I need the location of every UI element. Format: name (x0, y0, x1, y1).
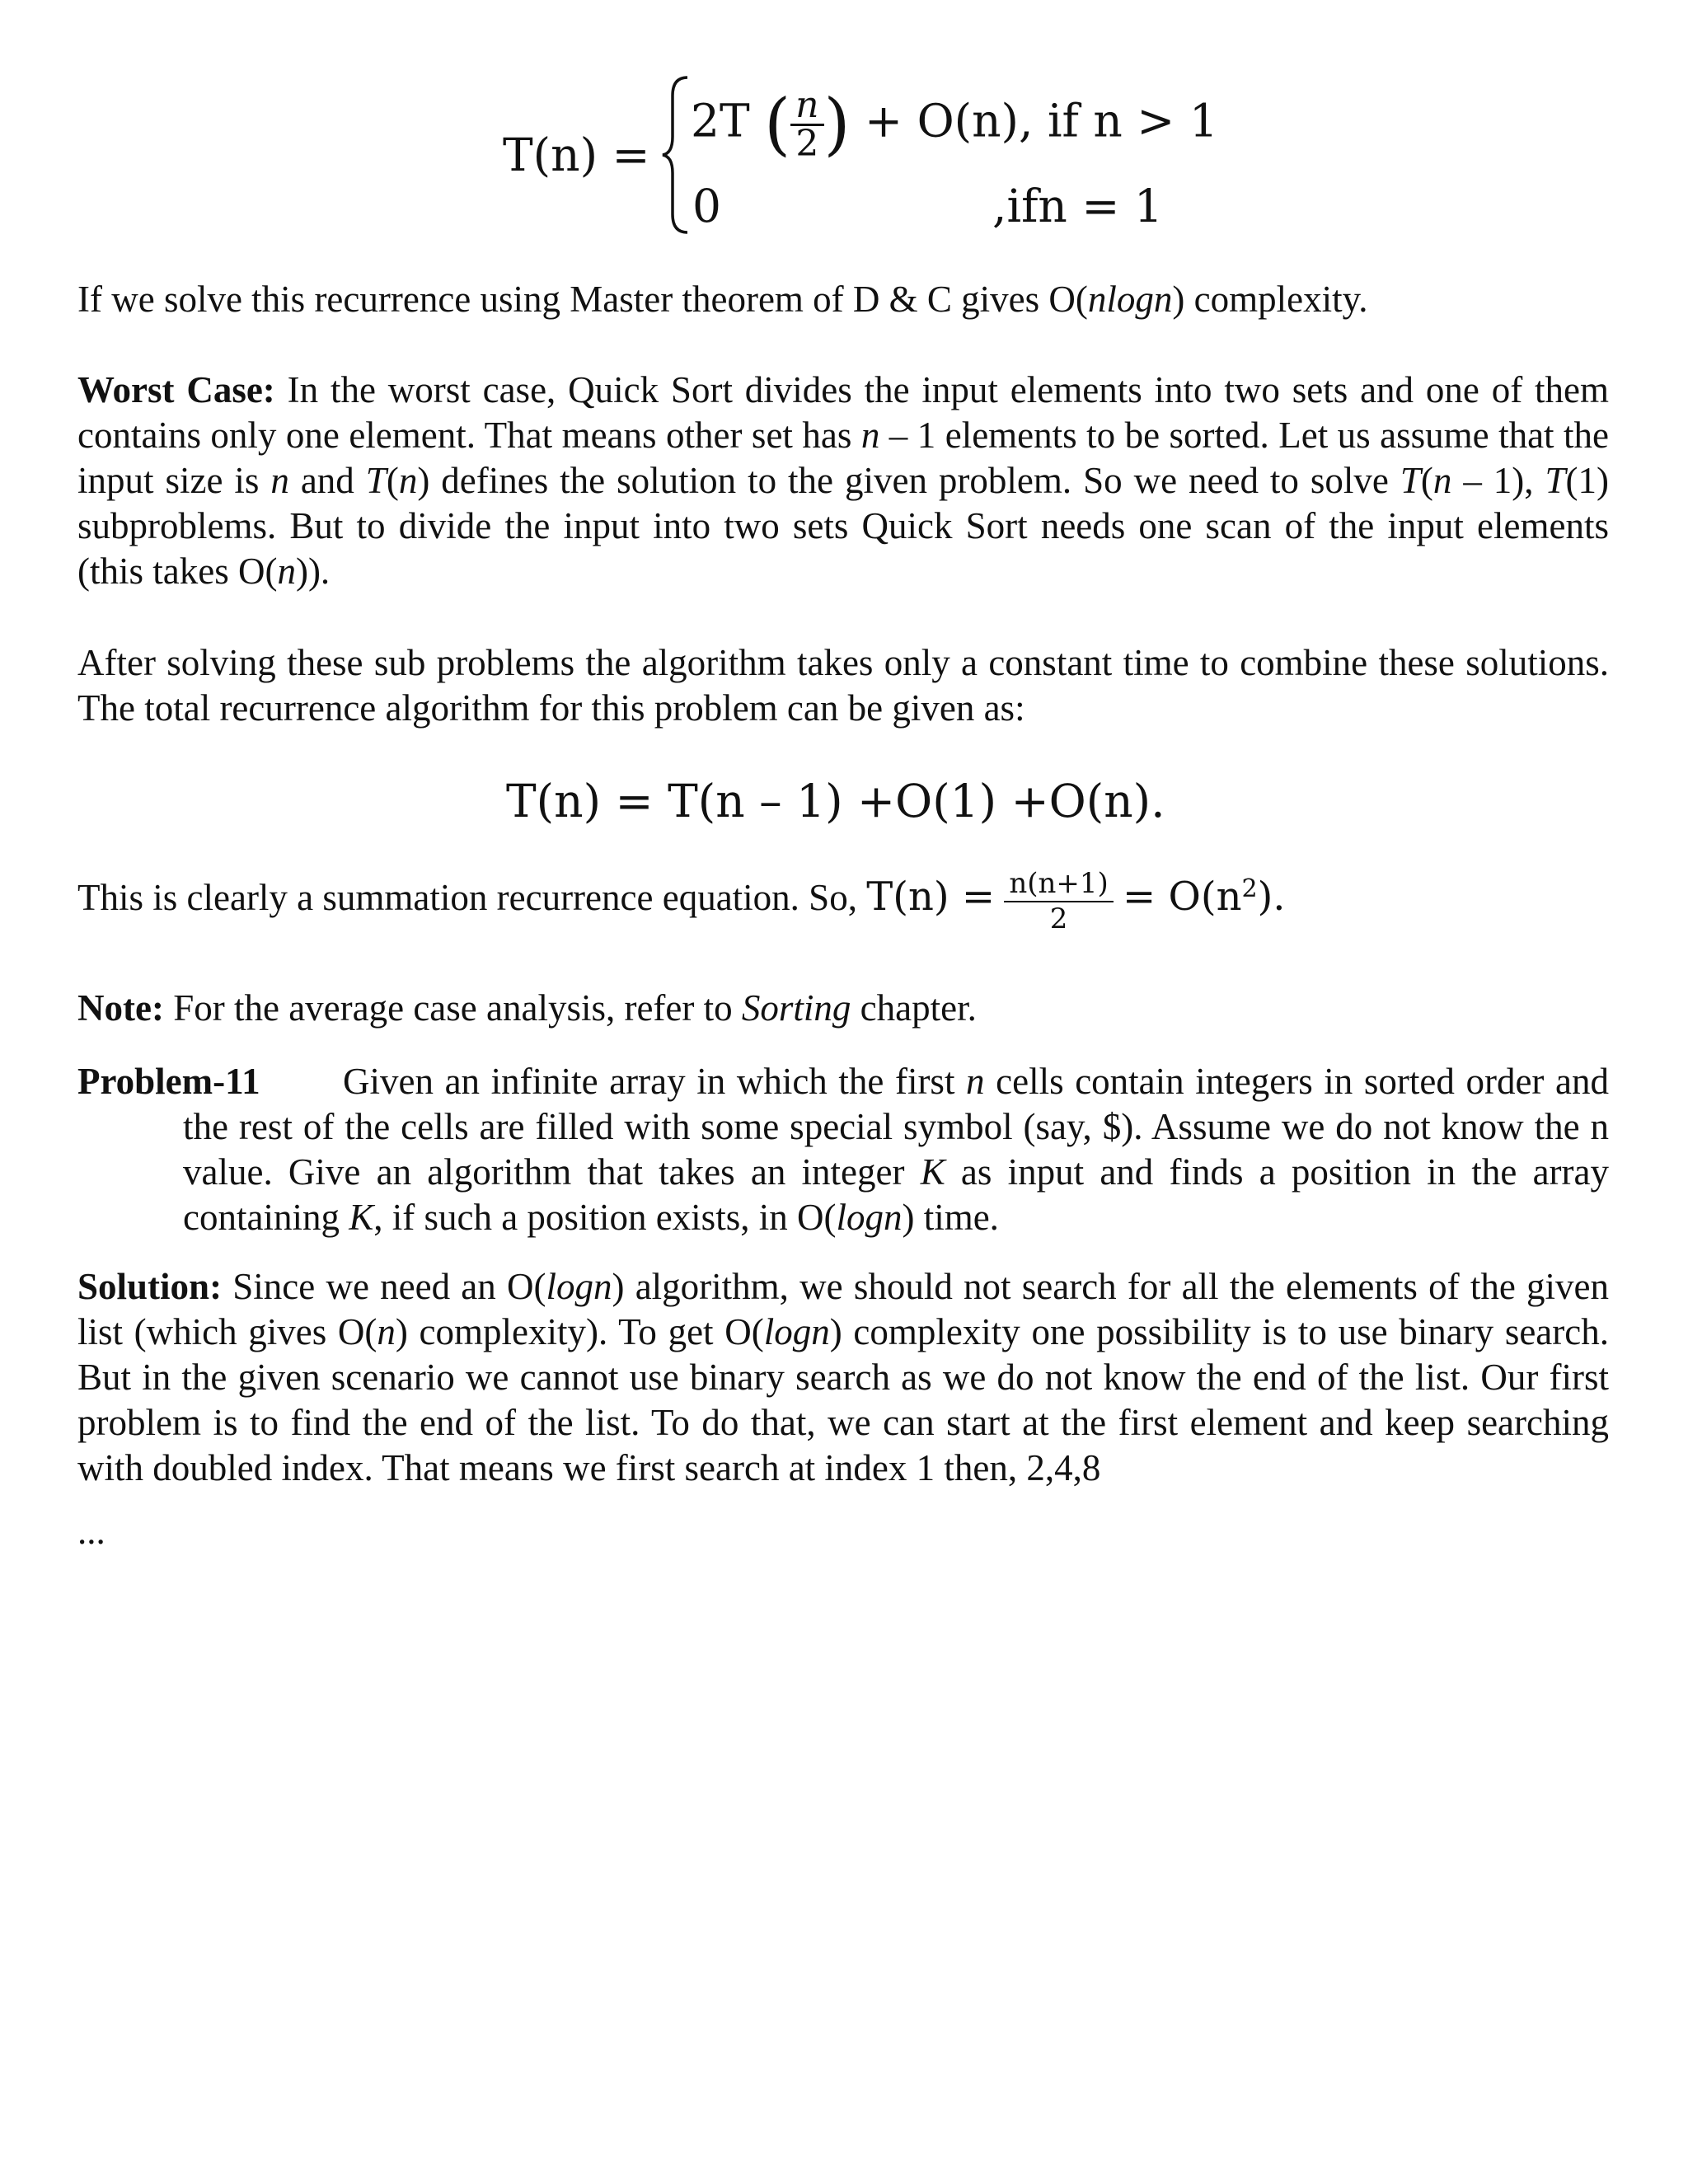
solution-paragraph (77, 1264, 1609, 1491)
italic-var: logn (546, 1266, 612, 1307)
text: (1) subproblems. But to divide the input into two sets Quick Sort needs one scan of the input elements (this takes O( (77, 460, 1609, 592)
summation-lhs: T(n) = (866, 874, 996, 921)
note-paragraph (77, 986, 1609, 1031)
italic-var: T (1400, 460, 1421, 501)
equation-lhs: T(n) = (503, 129, 650, 181)
italic-var: n (966, 1061, 985, 1102)
italic-var: n (1432, 460, 1452, 501)
italic-var: n (398, 460, 418, 501)
case-one-condition: + O(n), if n > 1 (865, 94, 1218, 148)
text: cells contain integers in sorted order and the rest of the cells are filled with some special symbol (say, $). Assume we do not know the n value. Give an algorithm that takes an integer (183, 1061, 1609, 1193)
text: – 1), (1451, 460, 1545, 501)
italic-var: n (270, 460, 289, 501)
fraction-denominator: 2 (795, 123, 819, 165)
text: If we solve this recurrence using Master theorem of D & C gives O( (77, 279, 1088, 320)
solution-label: Solution: (77, 1266, 223, 1307)
text: ( (386, 460, 399, 501)
italic-var: K (349, 1197, 374, 1238)
note-label: Note: (77, 987, 164, 1029)
text: chapter. (851, 987, 977, 1029)
summation-rhs: = O(n (1123, 874, 1242, 921)
master-theorem-paragraph (77, 277, 1609, 322)
problem-label: Problem-11 (77, 1061, 260, 1102)
case-one-coef: 2T (691, 94, 750, 148)
left-brace-icon (659, 73, 692, 237)
text: Since we need an O( (222, 1266, 546, 1307)
sorting-italic: Sorting (741, 987, 851, 1029)
problem-block (77, 1059, 1609, 1240)
text: – 1 elements to be sorted. Let us assume that the input size is (77, 415, 1609, 501)
text: This is clearly a summation recurrence equation. So, (77, 877, 867, 919)
text: ) complexity one possibility is to use binary search. But in the given scenario we cannot use binary search as we do not know the end of the list. Our first problem is to find the end of the list. To do that, we can start at the first element and keep searching with doubled index. That means we first search at index 1 then, 2,4,8 (77, 1311, 1609, 1488)
text: ) time. (902, 1197, 999, 1238)
text: For the average case analysis, refer to (163, 987, 742, 1029)
italic-var: logn (836, 1197, 903, 1238)
text: ) complexity). To get O( (395, 1311, 764, 1352)
text: Given an infinite array in which the first (343, 1061, 967, 1102)
italic-var: n (377, 1311, 396, 1352)
case-two-condition: ,ifn = 1 (992, 180, 1163, 232)
exponent: 2 (1241, 874, 1258, 904)
case-two-value: 0 (692, 180, 721, 232)
fraction-denominator: 2 (1049, 902, 1068, 935)
italic-var: K (920, 1151, 945, 1193)
text: ( (1420, 460, 1433, 501)
piecewise-equation (495, 64, 1236, 241)
text: )). (295, 551, 331, 592)
text: ) defines the solution to the given problem. So we need to solve (417, 460, 1400, 501)
nlogn-italic: nlogn (1087, 279, 1173, 320)
n-over-2-fraction (790, 84, 823, 165)
summation-rhs-end: ). (1257, 874, 1286, 921)
close-paren: ) (823, 85, 851, 164)
problem-text (77, 1059, 1609, 1240)
worst-case-paragraph (77, 368, 1609, 594)
text: ) algorithm, we should not search for all the elements of the given list (which gives O( (77, 1266, 1609, 1352)
italic-var: T (1545, 460, 1566, 501)
italic-var: logn (763, 1311, 830, 1352)
text: ) complexity. (1172, 279, 1368, 320)
worst-case-recurrence-equation: T(n) = T(n – 1) +O(1) +O(n). (506, 775, 1165, 827)
text: , if such a position exists, in O( (373, 1197, 837, 1238)
fraction-numerator: n(n+1) (1004, 867, 1113, 902)
italic-var: T (365, 460, 387, 501)
text: In the worst case, Quick Sort divides the input elements into two sets and one of them contains only one element. That means other set has (77, 369, 1609, 456)
fraction-numerator: n (790, 87, 823, 126)
italic-var: n (860, 415, 880, 456)
after-solving-paragraph: After solving these sub problems the algorithm takes only a constant time to combine these solutions. The total recurrence algorithm for this problem can be given as: (77, 642, 1609, 729)
open-paren: ( (764, 85, 791, 164)
summation-fraction (1004, 867, 1113, 936)
worst-case-label: Worst Case: (77, 369, 275, 410)
text: and (288, 460, 366, 501)
italic-var: n (277, 551, 296, 592)
summation-line (77, 867, 1286, 936)
case-one (691, 84, 1218, 165)
ellipsis: ... (77, 1511, 106, 1552)
text: as input and finds a position in the array containing (183, 1151, 1609, 1238)
